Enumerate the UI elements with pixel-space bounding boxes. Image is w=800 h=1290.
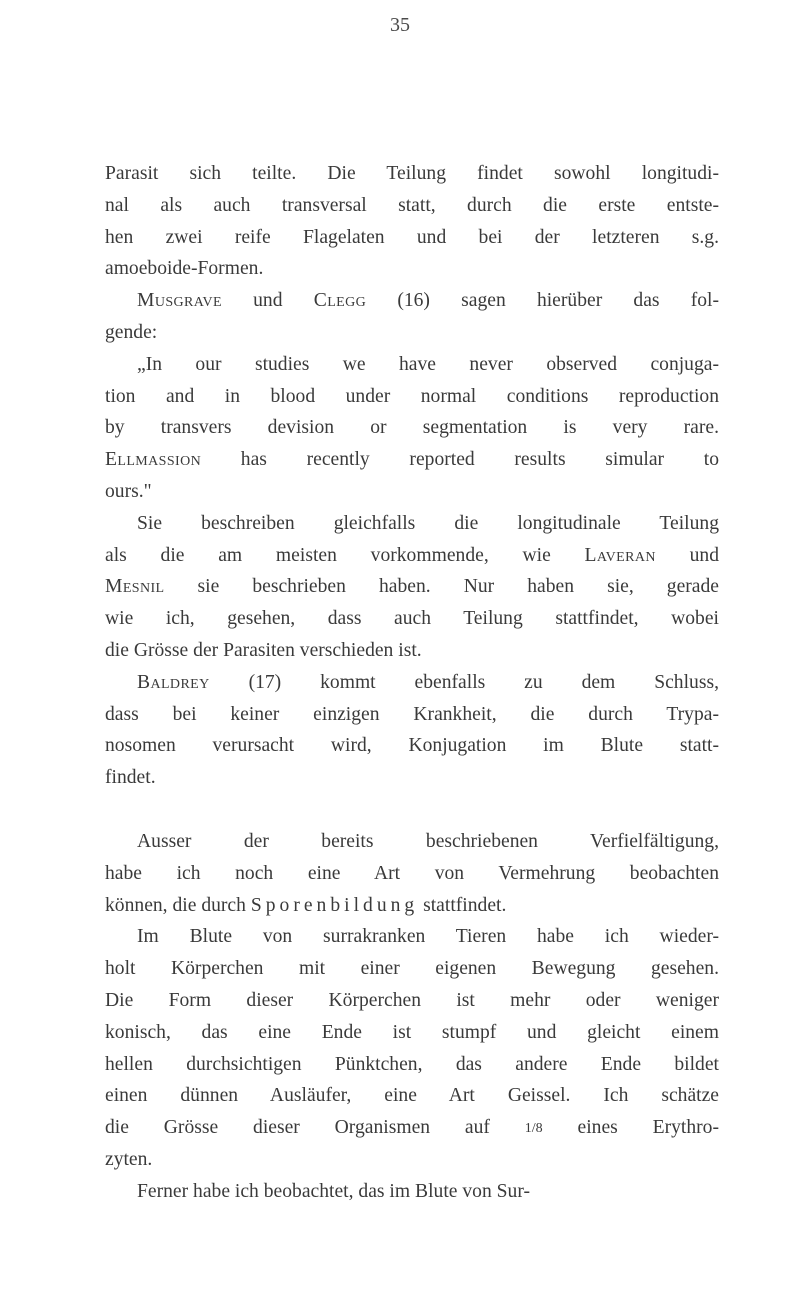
author-name: Musgrave <box>137 290 222 312</box>
text-line: wie ich, gesehen, dass auch Teilung stattfindet, wobei <box>105 608 719 630</box>
quotation <box>105 349 719 508</box>
paragraph <box>105 667 719 794</box>
paragraph <box>105 158 719 285</box>
text-line: tion and in blood under normal conditions reproduction <box>105 385 719 407</box>
text-line <box>105 890 719 922</box>
text-line: hen zwei reife Flagelaten und bei der letzteren s.g. <box>105 226 719 248</box>
text-line: Ferner habe ich beobachtet, das im Blute von Sur- <box>137 1180 531 1202</box>
text-line: gende: <box>105 321 158 343</box>
text-line: amoeboide-Formen. <box>105 258 264 280</box>
text-line: nosomen verursacht wird, Konjugation im Blute statt- <box>105 735 719 757</box>
text-fragment: has recently reported results simular to <box>201 449 719 471</box>
text-fragment: und <box>221 290 314 312</box>
text-line: dass bei keiner einzigen Krankheit, die durch Trypa- <box>105 703 719 725</box>
text-fragment: stattfindet. <box>418 894 507 916</box>
text-line: einen dünnen Ausläufer, eine Art Geissel. Ich schätze <box>105 1085 719 1107</box>
text-fragment: (16) sagen hierüber das fol- <box>366 290 720 312</box>
text-line <box>105 444 719 476</box>
text-line: „In our studies we have never observed conjuga- <box>137 353 719 375</box>
paragraph <box>105 921 719 1175</box>
text-fragment: eines Erythro- <box>542 1117 719 1139</box>
author-name: Mesnil <box>105 576 165 598</box>
paragraph <box>105 285 719 349</box>
text-line <box>105 540 719 572</box>
page-number: 35 <box>390 14 410 36</box>
text-line <box>105 667 719 699</box>
text-line: ours." <box>105 480 152 502</box>
text-line: nal als auch transversal statt, durch die erste entste- <box>105 194 719 216</box>
text-line: holt Körperchen mit einer eigenen Bewegung gesehen. <box>105 958 719 980</box>
text-line: by transvers devision or segmentation is very rare. <box>105 417 719 439</box>
text-line <box>105 571 719 603</box>
body-text <box>105 158 719 1208</box>
text-line: Die Form dieser Körperchen ist mehr oder weniger <box>105 989 719 1011</box>
text-line: habe ich noch eine Art von Vermehrung beobachten <box>105 862 719 884</box>
text-line: konisch, das eine Ende ist stumpf und gleicht einem <box>105 1021 719 1043</box>
author-name: Baldrey <box>137 671 210 693</box>
paragraph <box>105 508 719 667</box>
fraction: 1/8 <box>524 1121 543 1137</box>
text-fragment: und <box>655 544 719 566</box>
text-line: zyten. <box>105 1148 153 1170</box>
emphasized-term: Sporenbildung <box>250 894 419 916</box>
text-fragment: sie beschrieben haben. Nur haben sie, gerade <box>164 576 719 598</box>
text-line: hellen durchsichtigen Pünktchen, das andere Ende bildet <box>105 1053 719 1075</box>
text-fragment: als die am meisten vorkommende, wie <box>105 544 585 566</box>
text-fragment: die Grösse dieser Organismen auf <box>105 1117 525 1139</box>
paragraph <box>105 1176 719 1208</box>
author-name: Clegg <box>313 290 367 312</box>
paragraph-gap <box>105 794 719 826</box>
text-line: Sie beschreiben gleichfalls die longitudinale Teilung <box>137 512 719 534</box>
author-name: Ellmassion <box>105 449 202 471</box>
text-fragment: (17) kommt ebenfalls zu dem Schluss, <box>209 671 719 693</box>
text-line: findet. <box>105 767 156 789</box>
text-line <box>105 285 719 317</box>
text-line <box>105 1112 719 1144</box>
text-fragment: können, die durch <box>105 894 251 916</box>
text-line: Parasit sich teilte. Die Teilung findet sowohl longitudi- <box>105 163 719 184</box>
text-line: Im Blute von surrakranken Tieren habe ich wieder- <box>137 926 719 948</box>
author-name: Laveran <box>584 544 656 566</box>
paragraph <box>105 826 719 921</box>
text-line: die Grösse der Parasiten verschieden ist. <box>105 639 422 661</box>
text-line: Ausser der bereits beschriebenen Verfielfältigung, <box>137 830 719 852</box>
